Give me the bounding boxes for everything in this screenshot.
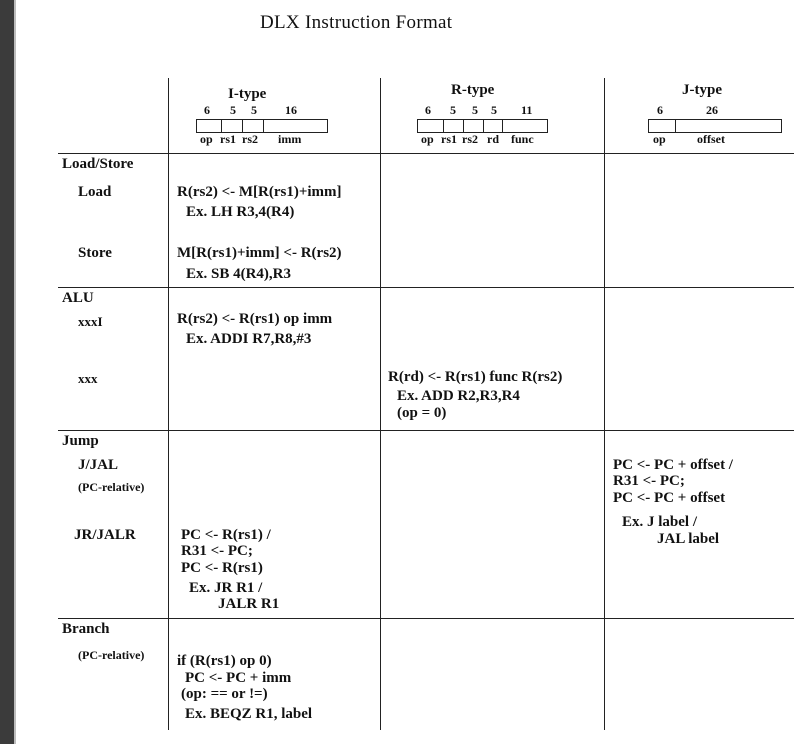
row-sublabel-jjal: (PC-relative) (78, 480, 145, 494)
itype-field-imm: imm (278, 132, 302, 146)
left-window-bar (0, 0, 14, 744)
left-window-edge (14, 0, 16, 744)
rtype-bits-rd: 5 (491, 103, 497, 117)
row-label-jjal: J/JAL (78, 457, 119, 473)
xxxi-itype-line-1: R(rs2) <- R(rs1) op imm (177, 311, 333, 327)
rtype-field-box (417, 119, 548, 133)
xxxi-itype-line-2: Ex. ADDI R7,R8,#3 (186, 331, 312, 347)
store-itype-line-2: Ex. SB 4(R4),R3 (186, 266, 292, 282)
branch-itype-line-4: Ex. BEQZ R1, label (185, 706, 313, 722)
jrjalr-itype-line-1: PC <- R(rs1) / (181, 527, 271, 543)
jjal-jtype-line-1: PC <- PC + offset / (613, 457, 733, 473)
itype-bits-rs1: 5 (230, 103, 236, 117)
itype-field-op: op (200, 132, 213, 146)
jtype-field-op: op (653, 132, 666, 146)
category-jump: Jump (62, 433, 99, 449)
jtype-bits-offset: 26 (706, 103, 718, 117)
row-divider-header (58, 153, 794, 154)
rtype-field-rs2: rs2 (462, 132, 478, 146)
itype-bits-op: 6 (204, 103, 210, 117)
rtype-header: R-type (451, 82, 495, 98)
branch-itype-line-3: (op: == or !=) (181, 686, 268, 702)
jrjalr-itype-line-3: PC <- R(rs1) (181, 560, 263, 576)
load-itype-line-1: R(rs2) <- M[R(rs1)+imm] (177, 184, 342, 200)
rtype-bits-func: 11 (521, 103, 533, 117)
load-itype-line-2: Ex. LH R3,4(R4) (186, 204, 295, 220)
jtype-field-box (648, 119, 782, 133)
jtype-field-offset: offset (697, 132, 725, 146)
row-divider-alu (58, 287, 794, 288)
category-branch: Branch (62, 621, 110, 637)
xxx-rtype-line-1: R(rd) <- R(rs1) func R(rs2) (388, 369, 563, 385)
xxx-rtype-line-2: Ex. ADD R2,R3,R4 (397, 388, 520, 404)
rtype-field-op: op (421, 132, 434, 146)
page-title: DLX Instruction Format (260, 12, 453, 33)
store-itype-line-1: M[R(rs1)+imm] <- R(rs2) (177, 245, 342, 261)
rtype-bits-rs2: 5 (472, 103, 478, 117)
itype-bits-imm: 16 (285, 103, 297, 117)
itype-field-rs2: rs2 (242, 132, 258, 146)
rtype-bits-rs1: 5 (450, 103, 456, 117)
col-divider-2 (380, 78, 381, 730)
branch-itype-line-1: if (R(rs1) op 0) (177, 653, 272, 669)
itype-field-box (196, 119, 328, 133)
jjal-jtype-line-4: Ex. J label / (622, 514, 698, 530)
row-sublabel-branch: (PC-relative) (78, 648, 145, 662)
jrjalr-itype-line-4: Ex. JR R1 / (189, 580, 263, 596)
itype-header: I-type (228, 86, 267, 102)
category-loadstore: Load/Store (62, 156, 134, 172)
jtype-header: J-type (682, 82, 722, 98)
jrjalr-itype-line-5: JALR R1 (218, 596, 280, 612)
itype-field-rs1: rs1 (220, 132, 236, 146)
category-alu: ALU (62, 290, 94, 306)
col-divider-1 (168, 78, 169, 730)
branch-itype-line-2: PC <- PC + imm (185, 670, 292, 686)
row-label-store: Store (78, 245, 112, 261)
xxx-rtype-line-3: (op = 0) (397, 405, 447, 421)
itype-bits-rs2: 5 (251, 103, 257, 117)
rtype-field-func: func (511, 132, 534, 146)
row-divider-branch (58, 618, 794, 619)
row-label-xxx: xxx (78, 371, 98, 386)
rtype-field-rd: rd (487, 132, 499, 146)
jtype-bits-op: 6 (657, 103, 663, 117)
row-label-load: Load (78, 184, 112, 200)
jjal-jtype-line-5: JAL label (657, 531, 720, 547)
jjal-jtype-line-3: PC <- PC + offset (613, 490, 726, 506)
jrjalr-itype-line-2: R31 <- PC; (181, 543, 253, 559)
rtype-bits-op: 6 (425, 103, 431, 117)
row-label-jrjalr: JR/JALR (74, 527, 136, 543)
jjal-jtype-line-2: R31 <- PC; (613, 473, 685, 489)
row-divider-jump (58, 430, 794, 431)
rtype-field-rs1: rs1 (441, 132, 457, 146)
col-divider-3 (604, 78, 605, 730)
row-label-xxxi: xxxI (78, 314, 103, 329)
